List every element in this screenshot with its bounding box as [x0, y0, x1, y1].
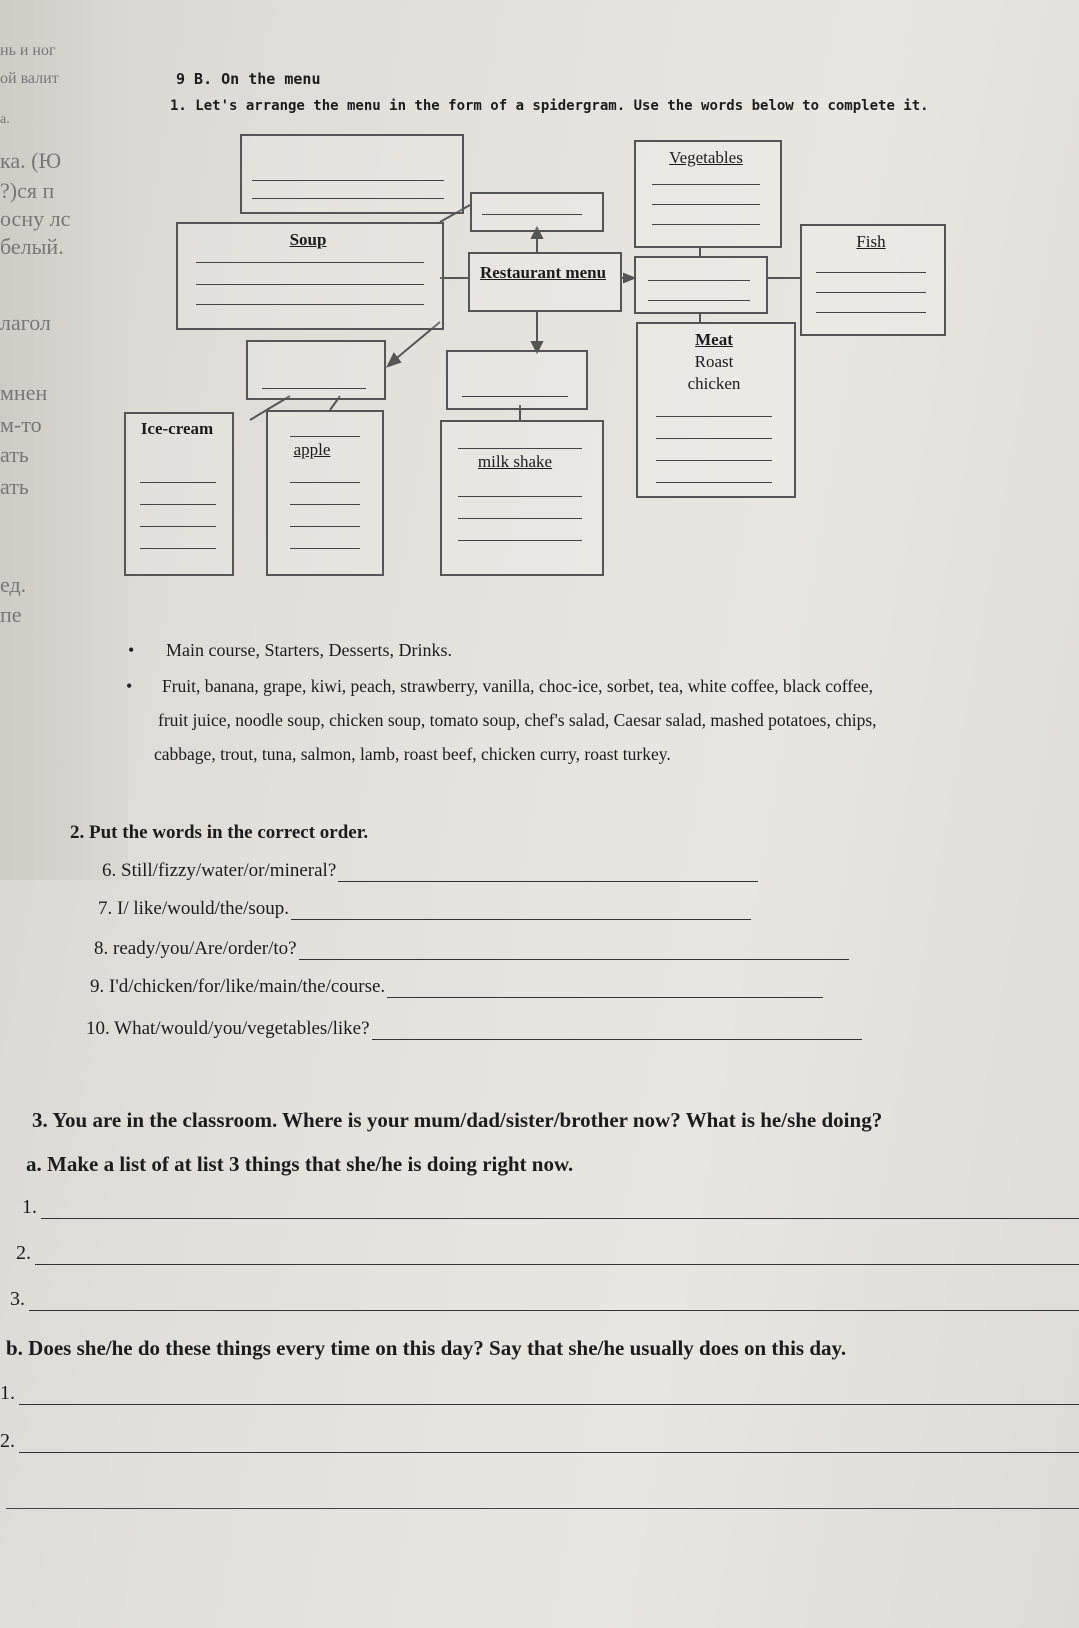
task1-instruction: 1. Let's arrange the menu in the form of a spidergram. Use the words below to complete it.: [170, 98, 929, 114]
task3-title: 3. You are in the classroom. Where is your mum/dad/sister/brother now? What is he/she doing?: [32, 1108, 883, 1132]
blank-line[interactable]: [458, 448, 582, 449]
meat-item: chicken: [687, 374, 741, 393]
blank-line[interactable]: [290, 548, 360, 549]
main-course-box: [470, 192, 604, 232]
blank-line[interactable]: [290, 482, 360, 483]
margin-text: ка. (Ю: [0, 148, 62, 173]
answer-number: 2.: [0, 1430, 15, 1452]
task2-item: [98, 898, 751, 920]
margin-text: ой валит: [0, 70, 59, 87]
answer-number: 3.: [10, 1288, 25, 1310]
meat-label: Meat: [695, 330, 733, 349]
blank-line[interactable]: [816, 272, 926, 273]
margin-text: лагол: [0, 310, 51, 335]
margin-text: белый.: [0, 234, 64, 259]
margin-text: мнен: [0, 380, 48, 405]
margin-text: ед.: [0, 572, 27, 597]
blank-line[interactable]: [262, 388, 366, 389]
category-box: [634, 256, 768, 314]
answer-line[interactable]: [6, 1508, 1079, 1509]
answer-line[interactable]: [35, 1244, 1079, 1265]
margin-text: ?)ся п: [0, 178, 55, 203]
milk-shake-label: milk shake: [477, 452, 553, 471]
margin-text: м-то: [0, 412, 42, 437]
answer-number: 1.: [22, 1196, 37, 1218]
blank-line[interactable]: [252, 198, 444, 199]
desserts-box: [246, 340, 386, 400]
answer-line[interactable]: [19, 1384, 1079, 1405]
blank-line[interactable]: [816, 312, 926, 313]
blank-line[interactable]: [140, 526, 216, 527]
blank-line[interactable]: [290, 436, 360, 437]
answer-line[interactable]: [29, 1290, 1079, 1311]
answer-row: [22, 1196, 1079, 1219]
starters-box: [240, 134, 464, 214]
answer-row: [0, 1430, 1079, 1453]
blank-line[interactable]: [140, 504, 216, 505]
task2-item: [86, 1018, 862, 1040]
margin-text: ать: [0, 442, 29, 467]
blank-line[interactable]: [652, 224, 760, 225]
task2-item-text: 9. I'd/chicken/for/like/main/the/course.: [90, 976, 386, 997]
task2-item: [90, 976, 823, 998]
blank-line[interactable]: [648, 300, 750, 301]
blank-line[interactable]: [196, 284, 424, 285]
ice-cream-label: Ice-cream: [140, 419, 214, 438]
meat-item: Roast: [694, 352, 734, 371]
blank-line[interactable]: [252, 180, 444, 181]
blank-line[interactable]: [290, 504, 360, 505]
task3-part-a: a. Make a list of at list 3 things that she/he is doing right now.: [26, 1152, 574, 1176]
answer-row: [10, 1288, 1079, 1311]
task2-title: 2. Put the words in the correct order.: [70, 822, 369, 843]
margin-text: пе: [0, 602, 22, 627]
answer-line[interactable]: [372, 1021, 862, 1040]
margin-text: осну лс: [0, 206, 71, 231]
task2-item-text: 6. Still/fizzy/water/or/mineral?: [102, 860, 337, 881]
task3-part-b: b. Does she/he do these things every time on this day? Say that she/he usually does on this day.: [6, 1336, 847, 1360]
blank-line[interactable]: [656, 438, 772, 439]
blank-line[interactable]: [140, 548, 216, 549]
blank-line[interactable]: [462, 396, 568, 397]
soup-label: Soup: [289, 230, 327, 249]
fish-label: Fish: [856, 232, 886, 251]
blank-line[interactable]: [656, 482, 772, 483]
answer-row: [16, 1242, 1079, 1265]
word-bank-line: cabbage, trout, tuna, salmon, lamb, roast beef, chicken curry, roast turkey.: [154, 744, 671, 764]
blank-line[interactable]: [458, 518, 582, 519]
task2-item-text: 8. ready/you/Are/order/to?: [94, 938, 297, 959]
answer-line[interactable]: [19, 1432, 1079, 1453]
task2-item-text: 7. I/ like/would/the/soup.: [98, 898, 290, 919]
answer-number: 1.: [0, 1382, 15, 1404]
task2-item: [94, 938, 849, 960]
task2-item: [102, 860, 758, 882]
blank-line[interactable]: [652, 204, 760, 205]
blank-line[interactable]: [656, 460, 772, 461]
blank-line[interactable]: [482, 214, 582, 215]
blank-line[interactable]: [652, 184, 760, 185]
milk-shake-box: [440, 420, 604, 576]
margin-text: нь и ног: [0, 42, 56, 59]
apple-label: apple: [293, 440, 331, 459]
drinks-box: [446, 350, 588, 410]
bullet-icon: •: [126, 676, 133, 696]
vegetables-label: Vegetables: [669, 148, 743, 167]
blank-line[interactable]: [290, 526, 360, 527]
word-bank-categories: Main course, Starters, Desserts, Drinks.: [166, 640, 452, 660]
restaurant-menu-label: Restaurant menu: [479, 263, 607, 282]
answer-line[interactable]: [387, 979, 823, 998]
blank-line[interactable]: [196, 262, 424, 263]
blank-line[interactable]: [196, 304, 424, 305]
answer-line[interactable]: [41, 1198, 1079, 1219]
blank-line[interactable]: [648, 280, 750, 281]
fruit-box: [266, 410, 384, 576]
answer-row: [0, 1382, 1079, 1405]
arrow-head: [624, 274, 634, 282]
bullet-icon: •: [128, 640, 135, 660]
word-bank-line: Fruit, banana, grape, kiwi, peach, strawberry, vanilla, choc-ice, sorbet, tea, white coffee, black coffee,: [162, 676, 874, 696]
answer-number: 2.: [16, 1242, 31, 1264]
answer-line[interactable]: [299, 941, 849, 960]
blank-line[interactable]: [458, 540, 582, 541]
section-heading: 9 B. On the menu: [176, 70, 321, 88]
answer-line[interactable]: [338, 863, 758, 882]
blank-line[interactable]: [656, 416, 772, 417]
task2-item-text: 10. What/would/you/vegetables/like?: [86, 1018, 370, 1039]
blank-line[interactable]: [458, 496, 582, 497]
margin-text: ать: [0, 474, 29, 499]
word-bank-line: fruit juice, noodle soup, chicken soup, tomato soup, chef's salad, Caesar salad, mashed potatoes, chips,: [158, 710, 877, 730]
margin-text: а.: [0, 112, 10, 127]
answer-line[interactable]: [291, 901, 751, 920]
blank-line[interactable]: [140, 482, 216, 483]
blank-line[interactable]: [816, 292, 926, 293]
